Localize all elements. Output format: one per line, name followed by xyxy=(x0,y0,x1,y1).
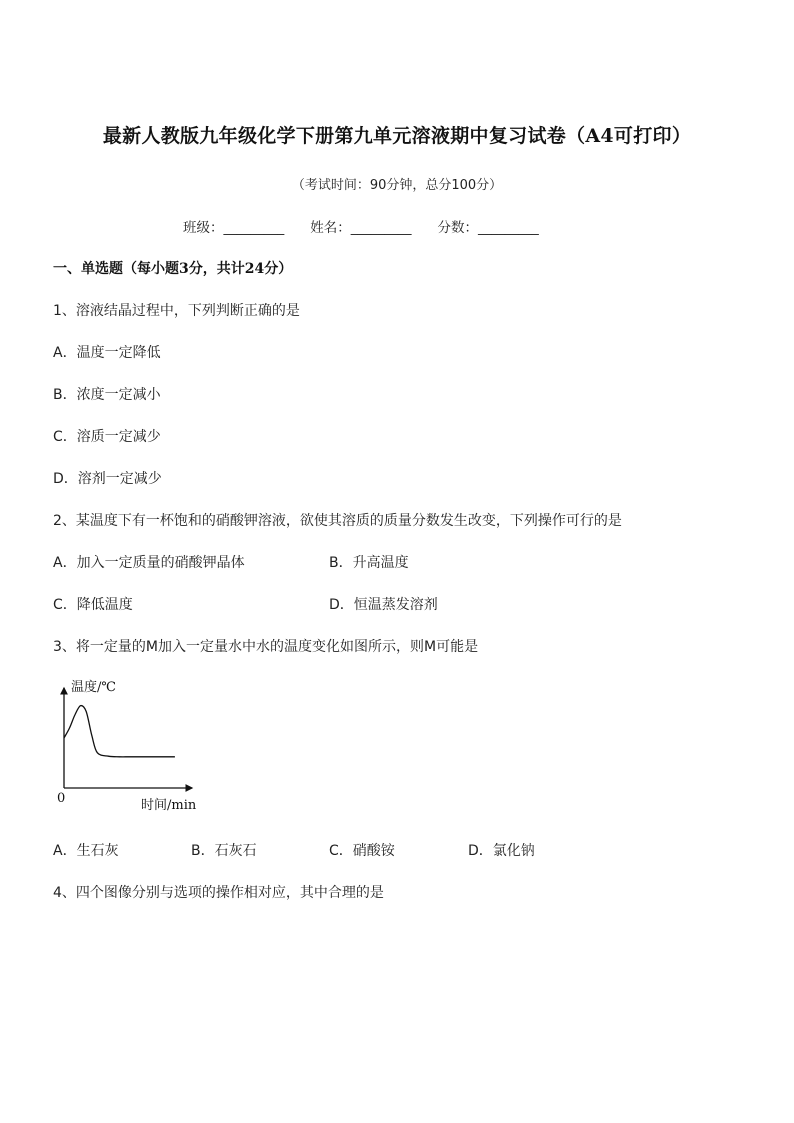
question-3-option-b[interactable]: B．石灰石 xyxy=(191,843,257,859)
origin-label: 0 xyxy=(57,791,66,806)
question-1-option-c[interactable]: C．溶质一定减少 xyxy=(53,429,161,445)
name-field[interactable]: 姓名：_________ xyxy=(310,220,412,236)
question-1-option-b[interactable]: B．浓度一定减小 xyxy=(53,387,161,403)
question-2-stem: 2、某温度下有一杯饱和的硝酸钾溶液，欲使其溶质的质量分数发生改变，下列操作可行的是 xyxy=(53,513,622,529)
score-field[interactable]: 分数：_________ xyxy=(437,220,539,236)
section-heading-single-choice: 一、单选题（每小题3分，共计24分） xyxy=(53,261,293,277)
student-info-row xyxy=(183,216,539,236)
class-field[interactable]: 班级：_________ xyxy=(183,220,285,236)
question-3-stem: 3、将一定量的M加入一定量水中水的温度变化如图所示，则M可能是 xyxy=(53,639,479,655)
question-3-option-a[interactable]: A．生石灰 xyxy=(53,843,119,859)
question-2-option-a[interactable]: A．加入一定质量的硝酸钾晶体 xyxy=(53,555,245,571)
temperature-time-chart xyxy=(52,676,212,816)
question-4-stem: 4、四个图像分别与选项的操作相对应，其中合理的是 xyxy=(53,885,384,901)
page-title: 最新人教版九年级化学下册第九单元溶液期中复习试卷（A4可打印） xyxy=(102,125,692,147)
question-1-stem: 1、溶液结晶过程中，下列判断正确的是 xyxy=(53,303,300,319)
question-2-option-c[interactable]: C．降低温度 xyxy=(53,597,133,613)
question-2-option-d[interactable]: D．恒温蒸发溶剂 xyxy=(329,597,438,613)
exam-subtitle: （考试时间：90分钟，总分100分） xyxy=(291,178,503,193)
x-axis-label: 时间/min xyxy=(141,798,197,813)
y-axis-label: 温度/℃ xyxy=(71,680,116,695)
temperature-series-line xyxy=(64,706,175,757)
question-1-option-a[interactable]: A．温度一定降低 xyxy=(53,345,161,361)
question-3-option-c[interactable]: C．硝酸铵 xyxy=(329,843,395,859)
question-1-option-d[interactable]: D．溶剂一定减少 xyxy=(53,471,162,487)
question-2-option-b[interactable]: B．升高温度 xyxy=(329,555,409,571)
question-3-option-d[interactable]: D．氯化钠 xyxy=(468,843,535,859)
